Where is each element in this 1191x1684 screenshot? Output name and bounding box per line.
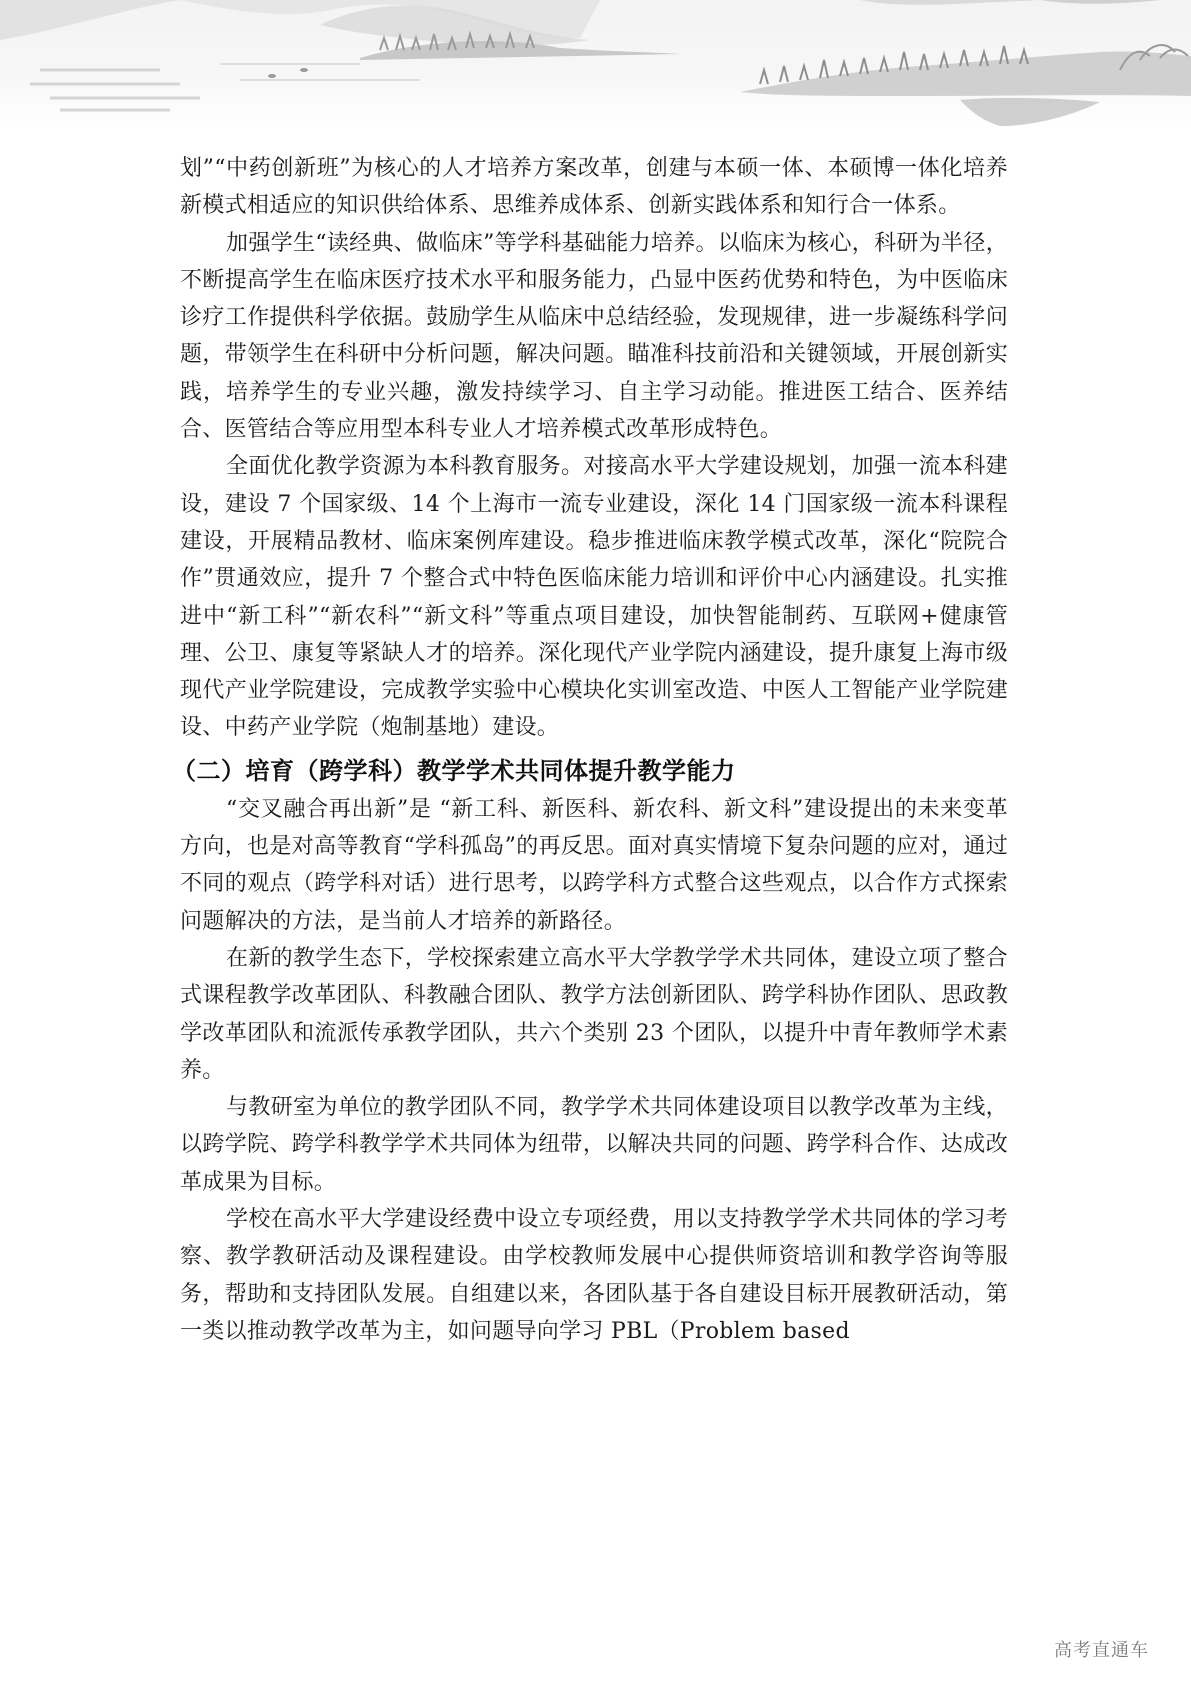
paragraph-teaching-resources: 全面优化教学资源为本科教育服务。对接高水平大学建设规划，加强一流本科建设，建设 7 个国家级、14 个上海市一流专业建设，深化 14 门国家级一流本科课程建设，开展精品教材、临床案例库建设。稳步推进临床教学模式改革，深化“院院合作”贯通效应，提升 7 个整合式中特色医临床能力培训和评价中心内涵建设。扎实推进中“新工科”“新农科”“新文科”等重点项目建设，加快智能制药、互联网+健康管理、公卫、康复等紧缺人才的培养。深化现代产业学院内涵建设，提升康复上海市级现代产业学院建设，完成教学实验中心模块化实训室改造、中医人工智能产业学院建设、中药产业学院（炮制基地）建设。 [180,454,1008,741]
footer-brand-watermark: 高考直通车 [1054,1640,1149,1661]
paragraph-cross-integration: “交叉融合再出新”是 “新工科、新医科、新农科、新文科”建设提出的未来变革方向，也是对高等教育“学科孤岛”的再反思。面对真实情境下复杂问题的应对，通过不同的观点（跨学科对话）进行思考，以跨学科方式整合这些观点，以合作方式探索问题解决的方法，是当前人才培养的新路径。 [180,796,1008,934]
paragraph-clinical-training: 加强学生“读经典、做临床”等学科基础能力培养。以临床为核心，科研为半径，不断提高学生在临床医疗技术水平和服务能力，凸显中医药优势和特色，为中医临床诊疗工作提供科学依据。鼓励学生从临床中总结经验，发现规律，进一步凝练科学问题，带领学生在科研中分析问题，解决问题。瞄准科技前沿和关键领域，开展创新实践，培养学生的专业兴趣，激发持续学习、自主学习动能。推进医工结合、医养结合、医管结合等应用型本科专业人才培养模式改革形成特色。 [180,230,1008,443]
ink-landscape-illustration [0,0,1191,128]
document-body [172,150,1008,1350]
header-landscape-banner [0,0,1191,128]
paragraph-curriculum-reform: 划”“中药创新班”为核心的人才培养方案改革，创建与本硕一体、本硕博一体化培养新模式相适应的知识供给体系、思维养成体系、创新实践体系和知行合一体系。 [180,156,1008,219]
section-heading-interdisciplinary: （二）培育（跨学科）教学学术共同体提升教学能力 [172,756,736,785]
paragraph-team-difference: 与教研室为单位的教学团队不同，教学学术共同体建设项目以教学改革为主线，以跨学院、跨学科教学学术共同体为纽带，以解决共同的问题、跨学科合作、达成改革成果为目标。 [180,1095,1008,1195]
paragraph-academic-community: 在新的教学生态下，学校探索建立高水平大学教学学术共同体，建设立项了整合式课程教学改革团队、科教融合团队、教学方法创新团队、跨学科协作团队、思政教学改革团队和流派传承教学团队，共六个类别 23 个团队，以提升中青年教师学术素养。 [180,945,1008,1083]
paragraph-funding-support: 学校在高水平大学建设经费中设立专项经费，用以支持教学学术共同体的学习考察、教学教研活动及课程建设。由学校教师发展中心提供师资培训和教学咨询等服务，帮助和支持团队发展。自组建以来，各团队基于各自建设目标开展教研活动，第一类以推动教学改革为主，如问题导向学习 PBL（Problem based [180,1207,1008,1344]
